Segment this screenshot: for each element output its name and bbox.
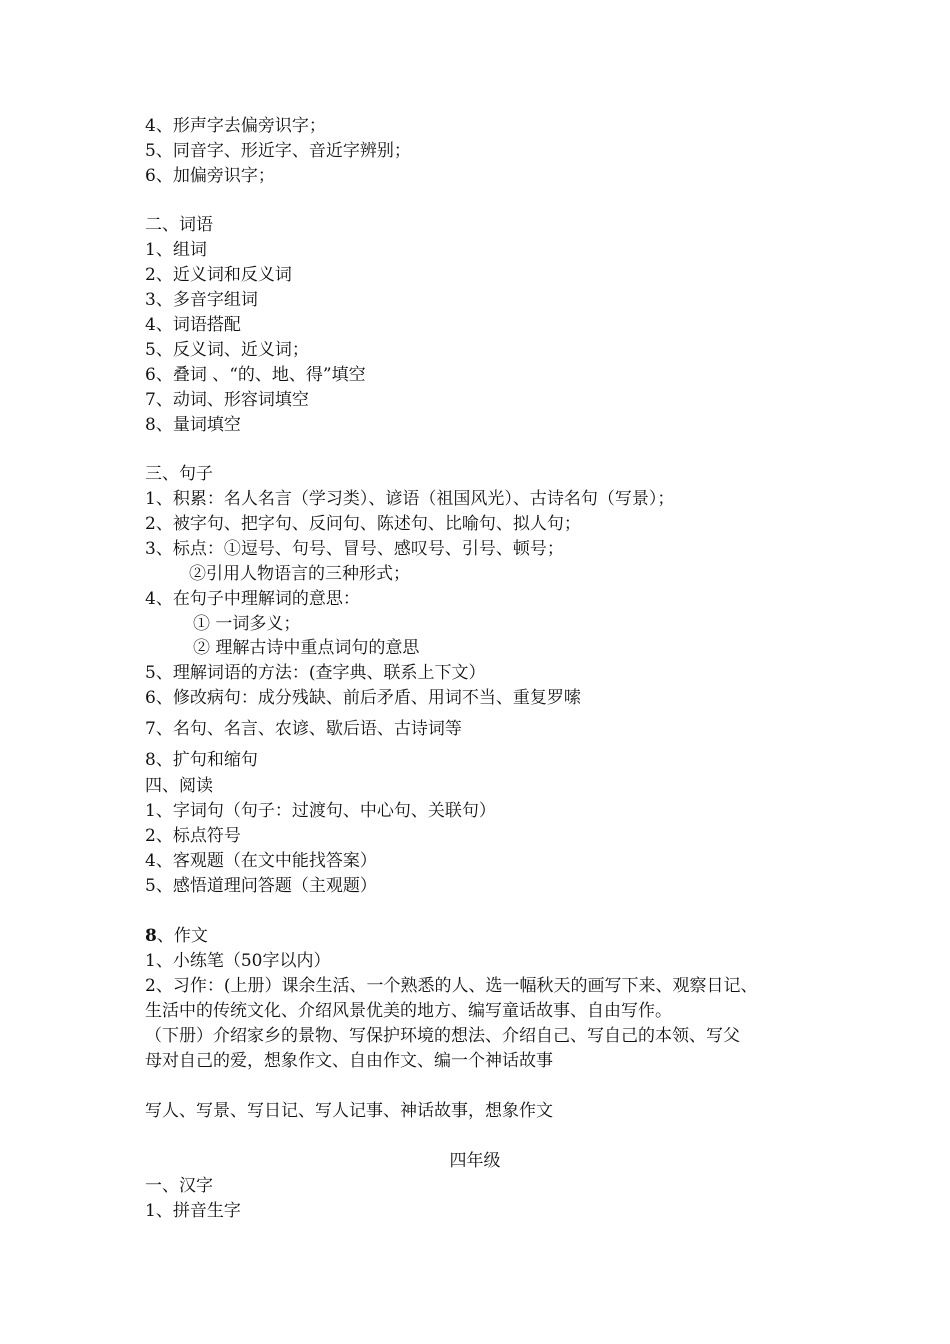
list-item: 2、近义词和反义词 [145,265,292,285]
list-item-continuation: 生活中的传统文化、介绍风景优美的地方、编写童话故事、自由写作。 [145,1001,672,1021]
grade-title: 四年级 [449,1151,501,1171]
list-item: 2、标点符号 [145,826,241,846]
list-item: 4、在句子中理解词的意思： [145,589,360,609]
heading-number: 8 [145,926,157,946]
list-item: 7、动词、形容词填空 [145,390,309,410]
section-heading-ciyu: 二、词语 [145,215,213,235]
list-item: 1、字词句（句子：过渡句、中心句、关联句） [145,801,496,821]
list-subitem: ②引用人物语言的三种形式； [189,564,410,584]
list-item: 5、反义词、近义词； [145,340,309,360]
section-heading-zuowen [145,924,208,948]
list-subitem: ② 理解古诗中重点词句的意思 [193,638,420,658]
list-item: 1、小练笔（50字以内） [145,951,331,971]
list-item: 5、感悟道理问答题（主观题） [145,876,377,896]
list-item: 3、多音字组词 [145,290,258,310]
list-item: 4、词语搭配 [145,315,241,335]
list-item: 7、名句、名言、农谚、歇后语、古诗词等 [145,719,462,739]
list-item: 2、被字句、把字句、反问句、陈述句、比喻句、拟人句； [145,514,581,534]
list-item: 1、组词 [145,240,207,260]
list-item: 5、同音字、形近字、音近字辨别； [145,141,411,161]
list-subitem: ① 一词多义； [193,614,301,634]
list-item: 2、习作：(上册）课余生活、一个熟悉的人、选一幅秋天的画写下来、观察日记、 [145,976,758,996]
section-heading-yuedu: 四、阅读 [145,776,213,796]
list-item: 8、量词填空 [145,415,241,435]
list-item: 1、拼音生字 [145,1201,241,1221]
list-item: （下册）介绍家乡的景物、写保护环境的想法、介绍自己、写自己的本领、写父 [145,1026,740,1046]
section-heading-hanzi: 一、汉字 [145,1176,213,1196]
list-item: 6、加偏旁识字； [145,166,275,186]
section-heading-juzi: 三、句子 [145,464,213,484]
list-item: 1、积累：名人名言（学习类）、谚语（祖国风光）、古诗名句（写景）； [145,489,675,509]
list-item: 5、理解词语的方法：(查字典、联系上下文） [145,663,486,683]
list-item: 4、形声字去偏旁识字； [145,116,326,136]
list-item: 6、叠词 、“的、地、得”填空 [145,365,366,385]
list-item: 8、扩句和缩句 [145,750,258,770]
list-item: 3、标点：①逗号、句号、冒号、感叹号、引号、顿号； [145,539,564,559]
list-item: 4、客观题（在文中能找答案） [145,851,377,871]
list-item-continuation: 母对自己的爱，想象作文、自由作文、编一个神话故事 [145,1051,553,1071]
list-item: 6、修改病句：成分残缺、前后矛盾、用词不当、重复罗嗦 [145,688,581,708]
summary-line: 写人、写景、写日记、写人记事、神话故事，想象作文 [145,1101,553,1121]
heading-text: 、作文 [156,926,208,946]
